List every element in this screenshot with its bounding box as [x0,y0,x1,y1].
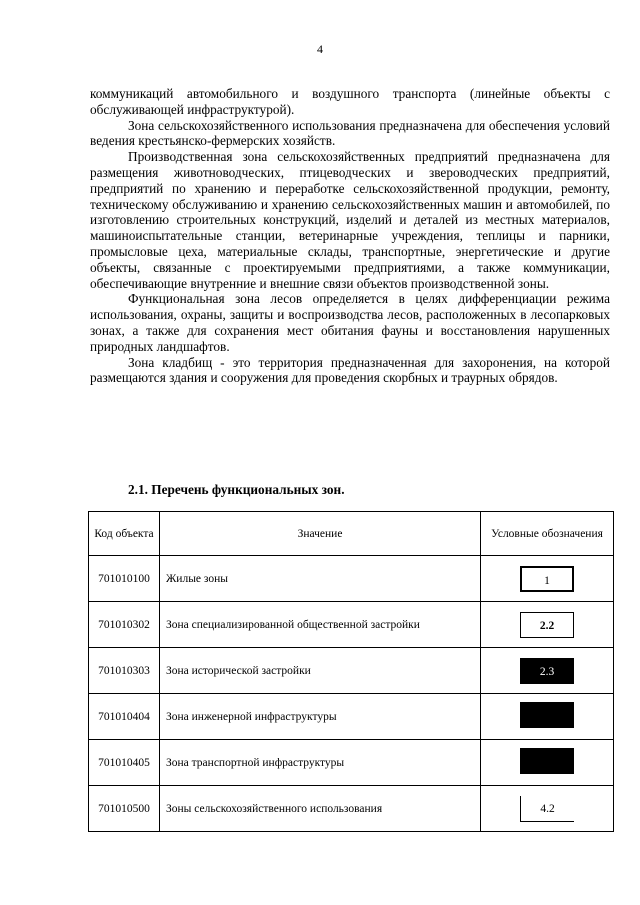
paragraph-agricultural-zone: Зона сельскохозяйственного использования предназначена для обеспечения условий ведения крестьянско-фермерских хозяйств. [90,117,610,149]
paragraph-cemetery-zone: Зона кладбищ - это территория предназначенная для захоронения, на которой размещаются здания и сооружения для проведения скорбных и траурных обрядов. [90,354,610,386]
table-row [89,740,614,786]
table-row [89,694,614,740]
zone-name: Зона специализированной общественной застройки [160,602,481,648]
legend-symbol [520,748,574,774]
zone-name: Зона транспортной инфраструктуры [160,740,481,786]
legend-symbol: 2.3 [520,658,574,684]
table-header-row [89,512,614,556]
table-row [89,648,614,694]
legend-symbol: 2.2 [520,612,574,638]
section-heading: 2.1. Перечень функциональных зон. [128,482,345,497]
object-code: 701010303 [89,648,160,694]
table-row [89,786,614,832]
paragraph-transport-continuation: коммуникаций автомобильного и воздушного транспорта (линейные объекты с обслуживающей инфраструктурой). [90,86,610,117]
legend-symbol: 4.2 [520,796,574,822]
legend-cell [481,556,614,602]
functional-zones-table [88,511,614,832]
legend-cell [481,694,614,740]
zone-name: Зона инженерной инфраструктуры [160,694,481,740]
header-value: Значение [160,512,481,556]
body-text [90,86,610,386]
paragraph-forest-zone: Функциональная зона лесов определяется в целях дифференциации режима использования, охраны, защиты и воспроизводства лесов, расположенных в лесопарковых зонах, а также для сохранения мест обитания фауны и восстановления нарушенных природных ландшафтов. [90,291,610,354]
page-number: 4 [317,42,323,56]
legend-cell [481,602,614,648]
object-code: 701010404 [89,694,160,740]
legend-cell [481,740,614,786]
table-row [89,602,614,648]
object-code: 701010405 [89,740,160,786]
legend-cell [481,648,614,694]
legend-symbol [520,702,574,728]
header-legend: Условные обозначения [481,512,614,556]
legend-symbol: 1 [520,566,574,592]
header-code: Код объекта [89,512,160,556]
zone-name: Зона исторической застройки [160,648,481,694]
zone-name: Жилые зоны [160,556,481,602]
table-row [89,556,614,602]
legend-cell [481,786,614,832]
object-code: 701010100 [89,556,160,602]
zone-name: Зоны сельскохозяйственного использования [160,786,481,832]
paragraph-production-zone: Производственная зона сельскохозяйственных предприятий предназначена для размещения животноводческих, птицеводческих и звероводческих предприятий, предприятий по хранению и переработке сельскохозяйственной продукции, ремонту, техническому обслуживанию и хранению сельскохозяйственных машин и автомобилей, по изготовлению строительных конструкций, изделий и деталей из местных материалов, машиноиспытательные станции, ветеринарные учреждения, теплицы и парники, промысловые цеха, материальные склады, транспортные, энергетические и другие объекты, связанные с проектируемыми предприятиями, а также коммуникации, обеспечивающие внутренние и внешние связи объектов производственной зоны. [90,149,610,291]
object-code: 701010302 [89,602,160,648]
object-code: 701010500 [89,786,160,832]
